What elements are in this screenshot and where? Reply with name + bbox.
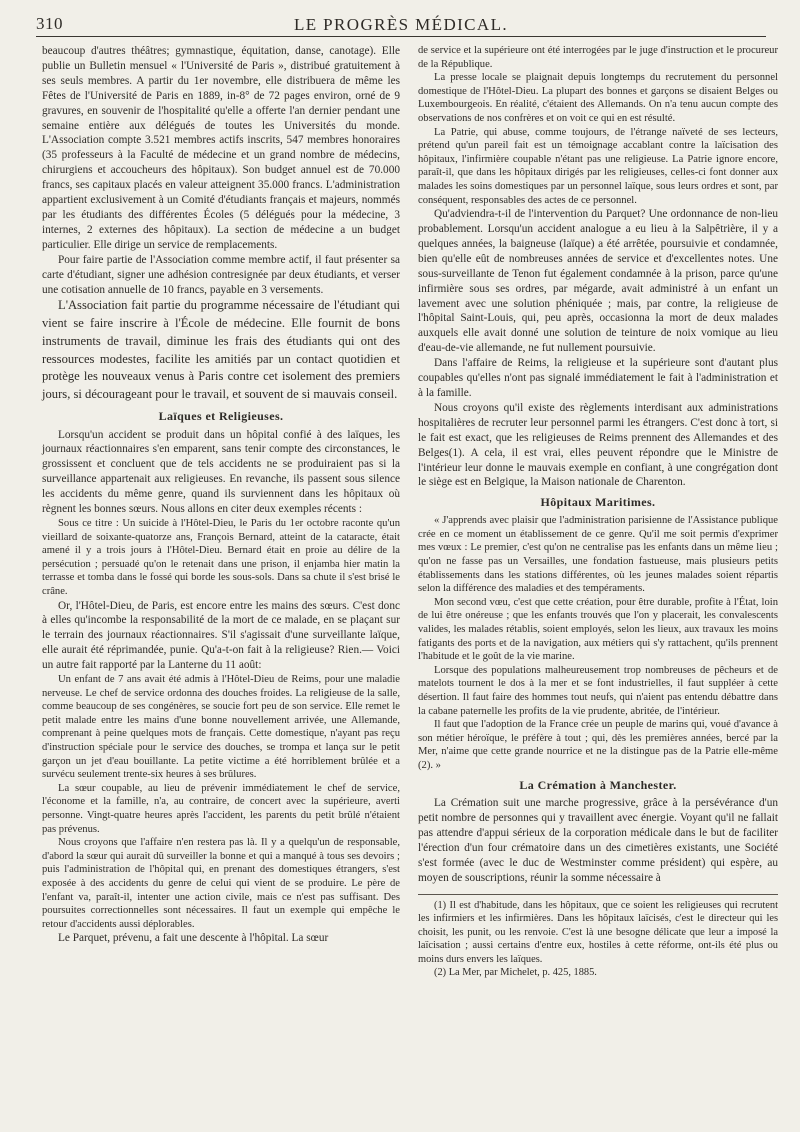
paragraph: Pour faire partie de l'Association comme membre actif, il faut présenter sa carte d'étudiant, signer une adhésion contresignée par deux étudiants, et verser une cotisation annuelle de 10 francs, payable en 3 versements. — [42, 253, 400, 296]
paragraph: beaucoup d'autres théâtres; gymnastique, équitation, danse, canotage). Elle publie un Bulletin mensuel « l'Université de Paris », distribué gratuitement à ses seuls membres. A partir du 1er novembre, elle distribuera de même les Fêtes de l'Université de Paris en 1889, in-8° de 72 pages environ, orné de 9 gravures, en souvenir de l'hospitalité qu'elle a offerte l'an dernier pendant une semaine entière aux délégués de toutes les Universités du monde. L'Association compte 3.521 membres actifs inscrits, 547 membres honoraires (35 professeurs à la Faculté de médecine et un grand nombre de médecins, chirurgiens et accoucheurs des hôpitaux). Son budget annuel est de 70.000 francs, ses capitaux placés en valeur atteignent 35.000 francs. L'administration appartient exclusivement à un Comité d'étudiants français et majeurs, nommés par les étudiants des différentes Écoles (5 délégués pour la médecine, 3 internes, 2 externes des hôpitaux). La section de médecine a un budget particulier. Elle dirige un service de remplacements. — [42, 45, 400, 251]
quoted-paragraph: Nous croyons que l'affaire n'en restera pas là. Il y a quelqu'un de responsable, d'abord la sœur qui aurait dû surveiller la bonne et qui a manqué à tous ses devoirs ; puis l'administration de l'hôpital qui, en prenant des domestiques étrangers, s'est exposée à des accidents du genre de celui qui vient de se produire. Le père de l'enfant va, paraît-il, intenter une action civile, mais ce n'est pas suffisant. Des poursuites correctionnelles sont nécessaires. Il faut un exemple qui empêche le retour d'accidents aussi déplorables. — [42, 837, 400, 930]
quoted-paragraph: de service et la supérieure ont été interrogées par le juge d'instruction et le procureur de la République. — [418, 45, 778, 70]
paragraph: Le Parquet, prévenu, a fait une descente à l'hôpital. La sœur — [58, 932, 329, 945]
quoted-paragraph: Un enfant de 7 ans avait été admis à l'Hôtel-Dieu de Reims, pour une maladie nerveuse. Le chef de service ordonna des douches froides. La religieuse de la salle, comme beaucoup de ses congénères, se soucie fort peu de son service. Elle remet le petit malade entre les mains d'une bonne nouvellement arrivée, une Allemande, comprenant à peine quelques mots de français. Cette domestique, n'ayant pas reçu d'instruction spéciale pour le service des douches, se trompa et lança sur le petit garçon un jet d'eau bouillante. La petite victime a été horriblement brûlée et a survécu seulement trente-six heures à ses brûlures. — [42, 674, 400, 781]
section-heading: La Crémation à Manchester. — [519, 777, 677, 792]
left-column — [42, 44, 400, 946]
quoted-paragraph: Mon second vœu, c'est que cette création, pour être durable, profite à l'État, loin de lui être onéreuse ; que les enfants trouvés que l'on y placerait, les convalescents valides, les malades rétablis, soient employés, selon les lieux, aux travaux les moins fatigants des ports et de la navigation, aux métiers qui s'y rattachent, qu'ils prennent l'habitude et le goût de la vie marine. — [418, 596, 778, 663]
journal-title: LE PROGRÈS MÉDICAL. — [293, 15, 509, 34]
footnotes — [418, 894, 778, 979]
paragraph: La Crémation suit une marche progressive, grâce à la persévérance d'un petit nombre de personnes qui y travaillent avec énergie. Voyant qu'il ne fallait pas attendre d'appui sérieux de la corporation médicale dans le but de faciliter l'érection d'un four crématoire dans un des cimetières existants, une Société s'est formée (avec le duc de Westminster comme président) qui espère, au moyen de souscriptions, réunir la somme nécessaire à — [418, 797, 778, 884]
footnote: (2) La Mer, par Michelet, p. 425, 1885. — [434, 966, 597, 978]
quoted-paragraph: Il faut que l'adoption de la France crée un peuple de marins qui, voué d'avance à son métier héroïque, le préfère à tout ; qui, dès les premières années, bercé par la Mer, n'aime que cette grande nourrice et ne la distingue pas de la Patrie elle-même (2). » — [418, 719, 778, 771]
paragraph: Or, l'Hôtel-Dieu, de Paris, est encore entre les mains des sœurs. C'est donc à elles qu'incombe la responsabilité de la mort de ce malade, en se plaçant sur le terrain des journaux réactionnaires. S'il s'agissait d'une surveillante laïque, elle aurait été réprimandée, punie. Qu'a-t-on fait à la religieuse? Rien.— Voici un autre fait rapporté par la Lanterne du 11 août: — [42, 599, 400, 672]
quoted-paragraph: La sœur coupable, au lieu de prévenir immédiatement le chef de service, l'économe et la famille, n'a, au contraire, de concert avec la supérieure, averti personne. Vingt-quatre heures après l'accident, les parents du petit brûlé n'étaient pas prévenus. — [42, 782, 400, 835]
paragraph: Lorsqu'un accident se produit dans un hôpital confié à des laïques, les journaux réactionnaires s'en emparent, sans tenir compte des circonstances, le grossissent et concluent que de tels accidents ne se produiraient pas si la surveillance appartenait aux religieuses. En revanche, ils passent sous silence les accidents du même genre, quand ils surviennent dans les hôpitaux où règnent les bonnes sœurs. Nous allons en citer deux exemples récents : — [42, 428, 400, 516]
quoted-paragraph: Lorsque des populations malheureusement trop nombreuses de pêcheurs et de matelots tournent le dos à la mer et se font industrielles, il faut suppléer à cette désertion. Il faut faire des hommes tout neufs, qui n'aient pas entendu débattre dans la cabane paternelle les profits de la vie prudente, abritée, de l'intérieur. — [418, 664, 778, 717]
quoted-paragraph: « J'apprends avec plaisir que l'administration parisienne de l'Assistance publique crée en ce moment un établissement de ce genre. Qu'il me soit permis d'exprimer mes vœux : Le premier, c'est qu'on ne centralise pas les enfants dans un même lieu ; qu'on ne fasse pas un Versailles, une fondation fastueuse, mais plusieurs petits établissements dans les stations différentes, où les jeunes malades soient répartis selon la différence des maladies et des tempéraments. — [418, 515, 778, 595]
paragraph: Qu'adviendra-t-il de l'intervention du Parquet? Une ordonnance de non-lieu probablement. Lorsqu'un accident analogue a eu lieu à la Salpêtrière, il y a quelques années, la baigneuse (laïque) a été arrêtée, poursuivie et condamnée, bien qu'elle eût de nombreuses années de service et d'excellentes notes. Une sous-surveillante de Tenon fut également condamnée à la prison, parce qu'une infirmière sous ses ordres, par mégarde, avait administré à un enfant un lavement avec une solution phéniquée ; mais, par contre, la religieuse de l'hôpital Saint-Louis, qui, peu après, occasionna la mort de deux malades auxquels elle avait donné une solution de teinture de noix vomique au lieu d'eau-de-vie allemande, ne fut nullement poursuivie. — [418, 208, 778, 355]
page-number: 310 — [36, 14, 63, 33]
quoted-paragraph: Sous ce titre : Un suicide à l'Hôtel-Dieu, le Paris du 1er octobre raconte qu'un vieillard de soixante-quatorze ans, François Bernard, atteint de la cataracte, était amené il y a trois jours à l'Hôtel-Dieu. Bernard était en proie au délire de la persécution ; persuadé qu'on le retenait dans une prison, il enjamba hier matin la terrasse et tomba dans le fossé qui borde les sous-sols. Dans sa chute il s'est brisé le crâne. — [42, 517, 400, 597]
section-heading: Hôpitaux Maritimes. — [540, 495, 656, 510]
paragraph: L'Association fait partie du programme nécessaire de l'étudiant qui vient se faire inscrire à l'École de médecine. Elle fournit de bons instruments de travail, diminue les frais des étudiants qui ont des ressources modestes, facilite les amitiés par un contact quotidien et protège les nouveaux venus à Paris contre cet isolement des premiers jours, si décourageant pour le travail, et souvent de si mauvais conseil. — [42, 298, 400, 401]
paragraph: Dans l'affaire de Reims, la religieuse et la supérieure sont d'autant plus coupables qu'elles n'ont pas signalé immédiatement le fait à l'administration et à la famille. — [418, 357, 778, 399]
paragraph: Nous croyons qu'il existe des règlements interdisant aux administrations hospitalières de recruter leur personnel parmi les étrangers. C'est donc à tort, si le fait est exact, que les religieuses de Reims prennent des Allemandes et des Belges(1). A cela, il est vrai, elles peuvent répondre que le Ministre de l'intérieur leur donne le mauvais exemple en confiant, à une congrégation dont le siège est en Belgique, la Maison nationale de Charenton. — [418, 401, 778, 489]
footnote: (1) Il est d'habitude, dans les hôpitaux, que ce soient les religieuses qui recrutent les infirmiers et les infirmières. Dans les hôpitaux laïcisés, c'est le directeur qui les choisit, les punit, ou les renvoie. C'est là une besogne délicate que leur a imposé la laïcisation ; aussi certains d'entre eux, hostiles à cette réforme, ont-ils été plus ou moins durs envers les laïques. — [418, 899, 778, 965]
section-heading: Laïques et Religieuses. — [158, 408, 284, 423]
quoted-paragraph: La Patrie, qui abuse, comme toujours, de l'étrange naïveté de ses lecteurs, prétend qu'un pareil fait est un témoignage accablant contre la laïcisation des hôpitaux, l'infirmière coupable n'étant pas une religieuse. La Patrie ignore encore, paraît-il, que dans les hôpitaux dirigés par les religieuses, celles-ci font donner aux malades les soins domestiques par un personnel laïque, sous leurs ordres et sont, par conséquent, responsables des actes de ce personnel. — [418, 126, 778, 206]
right-column — [418, 44, 778, 979]
page-header — [36, 14, 766, 37]
quoted-paragraph: La presse locale se plaignait depuis longtemps du recrutement du personnel domestique de l'Hôtel-Dieu. La plupart des bonnes et garçons se disaient Belges ou Luxembourgeois. En réalité, c'étaient des Allemands. On n'a tenu aucun compte des observations de nos confrères et on voit ce qui en est résulté. — [418, 72, 778, 124]
